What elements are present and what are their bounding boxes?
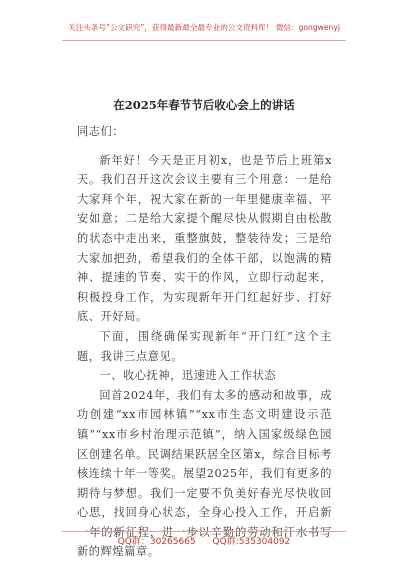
paragraph-outline: 下面，围绕确保实现新年“开门红”这个主题，我讲三点意见。	[77, 329, 332, 363]
document-title: 在2025年春节节后收心会上的讲话	[113, 98, 295, 112]
footer-divider	[62, 531, 346, 532]
footer-qq-group-1: QQ群：30265665	[117, 537, 196, 547]
footer-qq-group-2: QQ群:535304092	[212, 537, 291, 547]
footer	[0, 534, 408, 547]
paragraph-review: 回首2024年，我们有太多的感动和故事，成功创建“xx市园林镇”“xx市生态文明建设示范镇”“xx市乡村治理示范镇”，纳入国家级绿色园区创建名单。民调结果跃居全区第x，综合目标考核连续十年一等奖。展望2025年，我们有更多的期待与梦想。我们一定要不负美好春光尽快收回心思，找回身心状态，全身心投入工作，开启新一年的新征程，进一步以辛勤的劳动和汗水书写新的辉煌篇章。	[77, 388, 332, 559]
paragraph-intro: 新年好！今天是正月初x，也是节后上班第x天。我们召开这次会议主要有三个用意：一是给大家拜个年，祝大家在新的一年里健康幸福、平安如意；二是给大家提个醒尽快从假期自由松散的状态中走出来，重整旗鼓，整装待发；三是给大家加把劲，希望我们的全体干部，以饱满的精神、提速的节奏、实干的作风，立即行动起来，积极投身工作，为实现新年开门红起好步、打好底、开好局。	[77, 153, 332, 324]
document-body	[77, 121, 332, 562]
section-heading-1: 一、收心抚神，迅速进入工作状态	[99, 369, 277, 383]
header-divider	[62, 40, 346, 41]
header-banner: 关注头条号“公文研究”，获得最新最全最专业的公文资料库！ 微信：gongwenyj	[68, 23, 340, 32]
salutation: 同志们：	[77, 125, 125, 138]
